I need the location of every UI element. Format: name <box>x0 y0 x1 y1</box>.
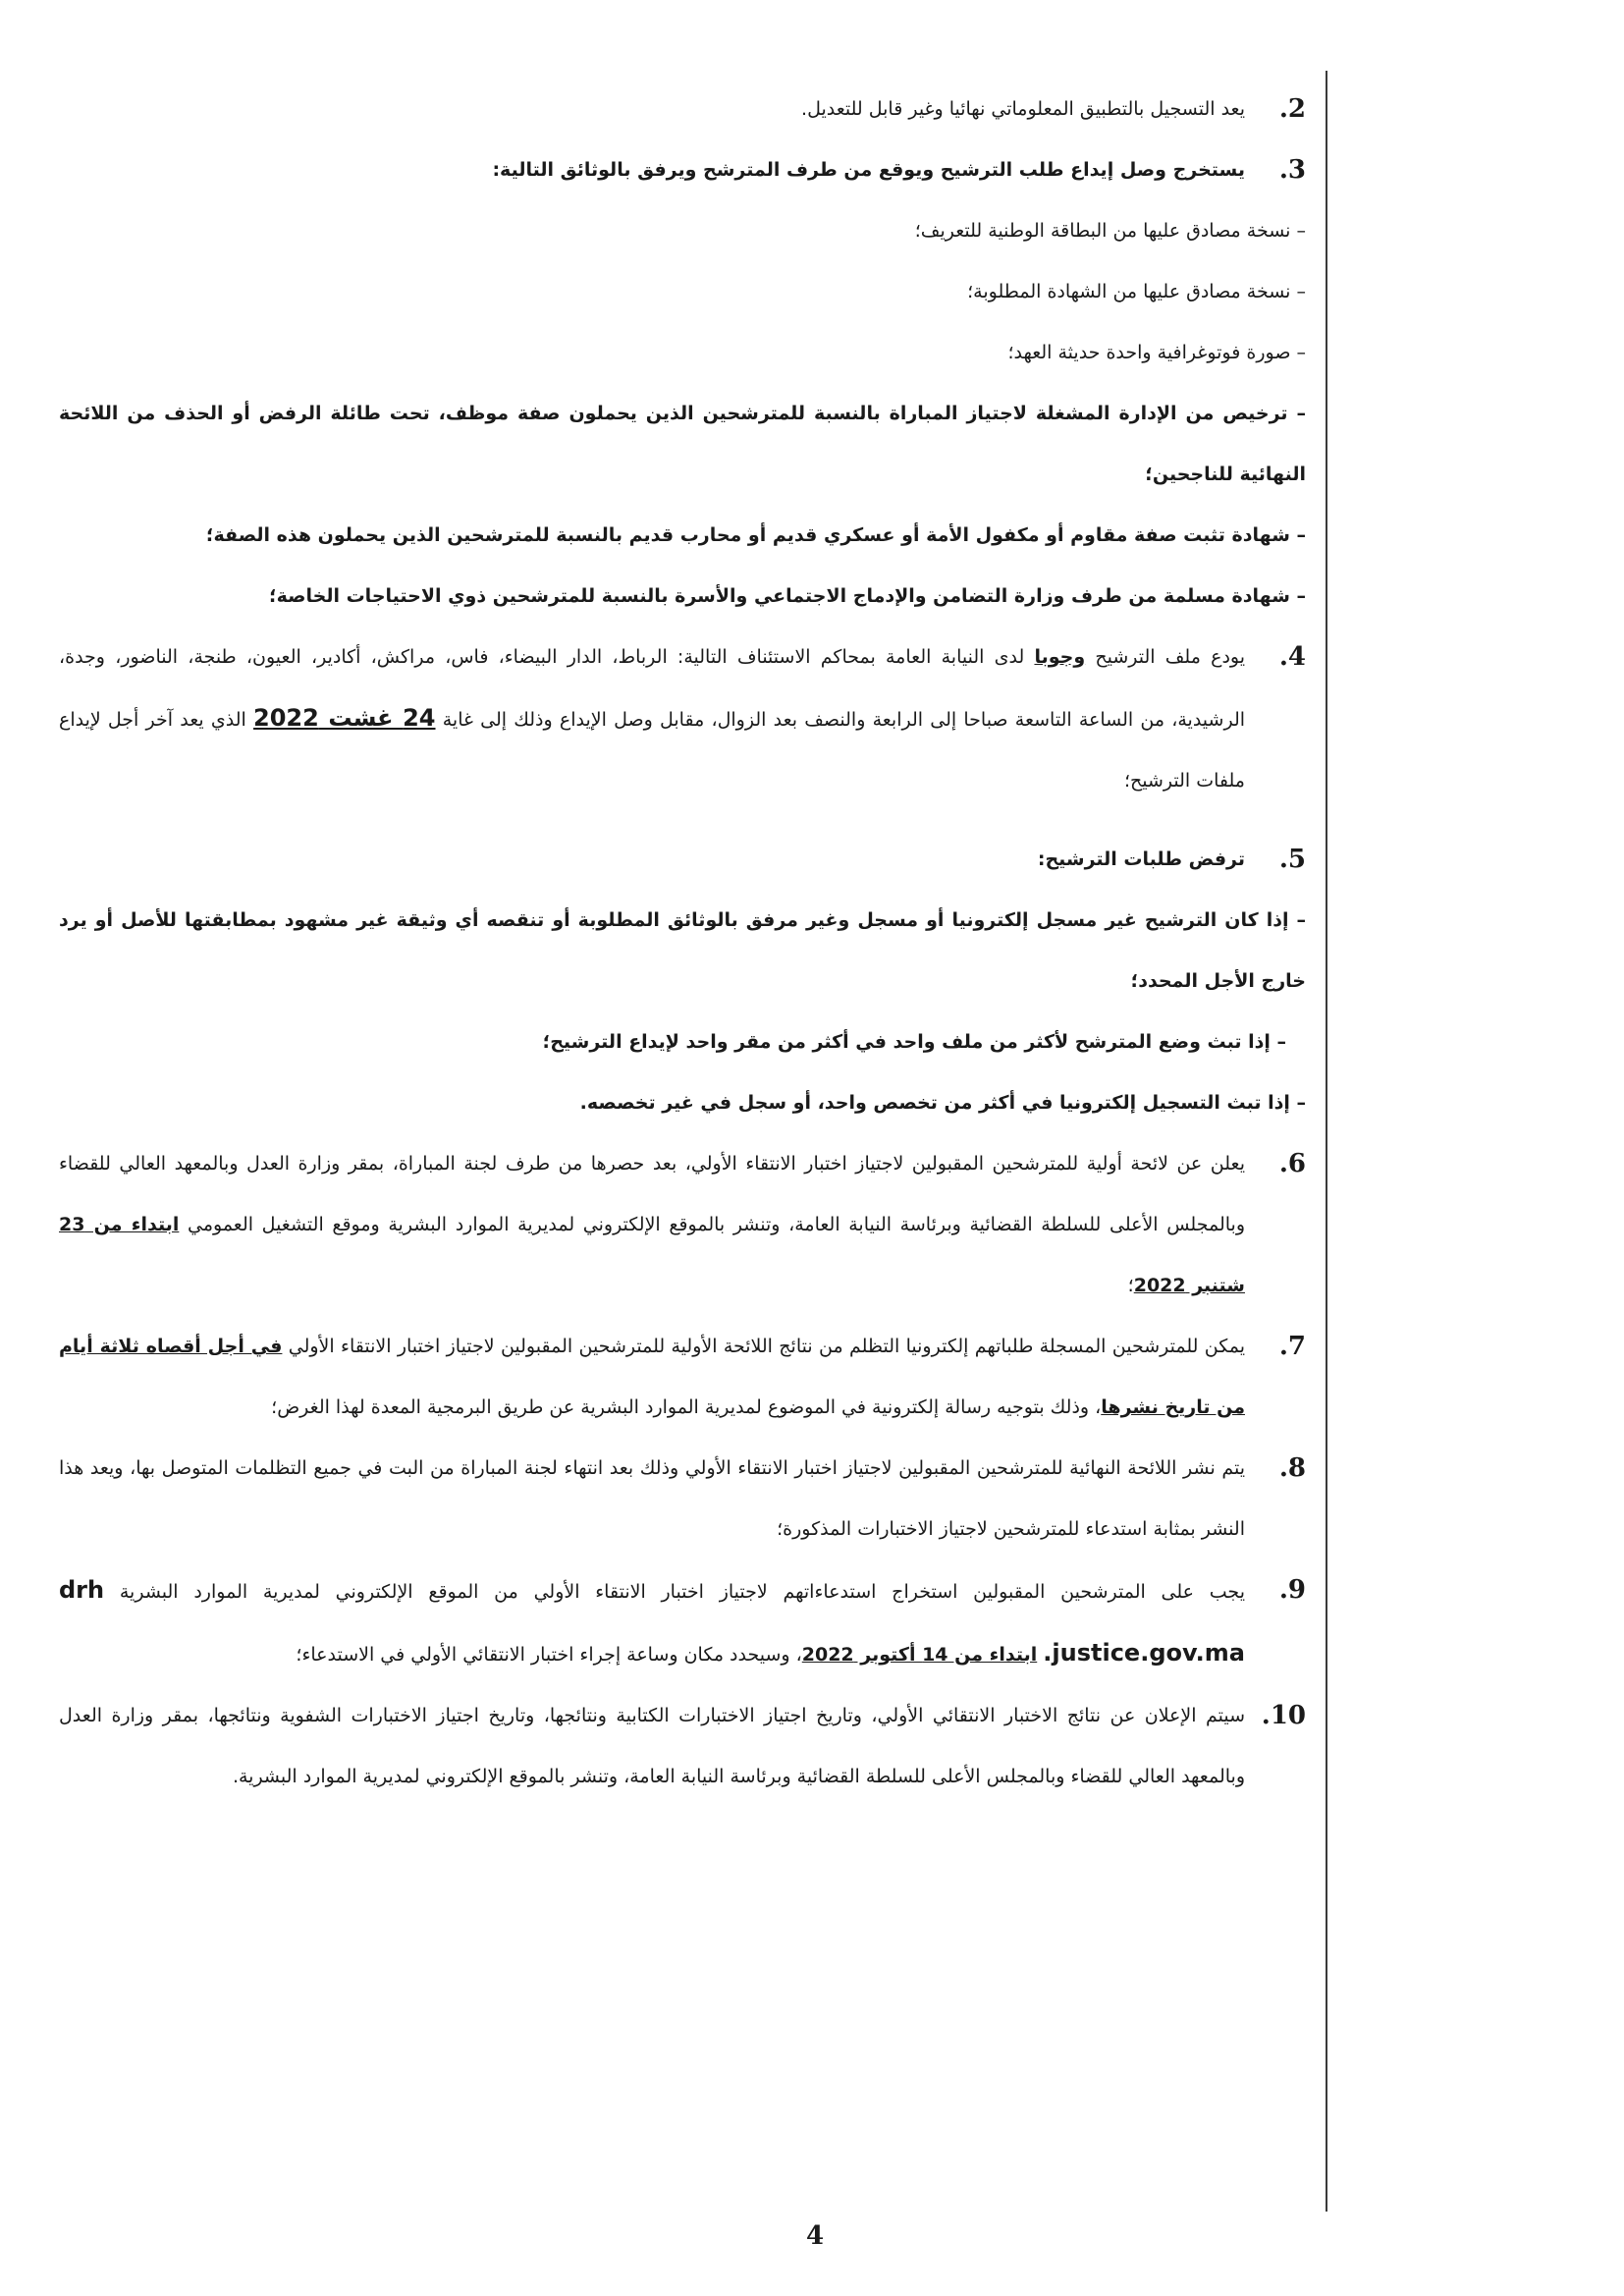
item-2 <box>59 79 1306 139</box>
item-3 <box>59 139 1306 200</box>
item-6 <box>59 1133 1306 1316</box>
document-list-item: – نسخة مصادق عليها من الشهادة المطلوبة؛ <box>967 281 1306 302</box>
document-list-item: – شهادة مسلمة من طرف وزارة التضامن والإدماج الاجتماعي والأسرة بالنسبة للمترشحين ذوي الاحتياجات الخاصة؛ <box>269 585 1306 607</box>
vertical-margin-line <box>1326 71 1327 2212</box>
item-text: يعلن عن لائحة أولية للمترشحين المقبولين لاجتياز اختبار الانتقاء الأولي، بعد حصرها من طرف لجنة المباراة، بمقر وزارة العدل وبالمعهد العالي للقضاء وبالمجلس الأعلى للسلطة القضائية وبرئاسة النيابة العامة، وتنشر بالموقع الإلكتروني لمديرية الموارد البشرية وموقع التشغيل العمومي <box>59 1153 1246 1235</box>
rejection-list-item: – إذا كان الترشيح غير مسجل إلكترونيا أو مسجل وغير مرفق بالوثائق المطلوبة أو تنقصه أي وثيقة غير مشهود بمطابقتها للأصل أو يرد خارج الأجل المحدد؛ <box>59 909 1306 992</box>
download-date: ابتداء من 14 أكتوبر 2022 <box>801 1644 1038 1666</box>
item-5 <box>59 829 1306 890</box>
item-7 <box>59 1316 1306 1438</box>
item-text: يستخرج وصل إيداع طلب الترشيح ويوقع من طرف المترشح ويرفق بالوثائق التالية: <box>492 159 1245 181</box>
page-number: 4 <box>805 2221 825 2251</box>
website-address: drh .justice.gov.ma <box>59 1576 1245 1667</box>
document-list-item: – شهادة تثبت صفة مقاوم أو مكفول الأمة أو عسكري قديم أو محارب قديم بالنسبة للمترشحين الذين يحملون هذه الصفة؛ <box>205 524 1306 546</box>
item-9 <box>59 1559 1306 1685</box>
item-text: الذي يعد آخر أجل لإيداع ملفات الترشيح؛ <box>59 709 1245 792</box>
item-number: .9 <box>1278 1575 1306 1605</box>
document-body <box>59 79 1306 1807</box>
item-text: ؛ <box>1127 1275 1134 1296</box>
document-list-item: – ترخيص من الإدارة المشغلة لاجتياز المباراة بالنسبة للمترشحين الذين يحملون صفة موظف، تحت طائلة الرفض أو الحذف من اللائحة النهائية للناجحين؛ <box>59 403 1306 485</box>
item-text: يودع ملف الترشيح <box>1085 646 1246 668</box>
deadline-date: 24 غشت 2022 <box>253 704 436 732</box>
item-text: سيتم الإعلان عن نتائج الاختبار الانتقائي الأولي، وتاريخ اجتياز الاختبارات الكتابية ونتائجها، وتاريخ اجتياز الاختبارات الشفوية ونتائجها، بمقر وزارة العدل وبالمعهد العالي للقضاء وبالمجلس الأعلى للسلطة القضائية وبرئاسة النيابة العامة، وتنشر بالموقع الإلكتروني لمديرية الموارد البشرية. <box>59 1705 1245 1787</box>
item-text: ترفض طلبات الترشيح: <box>1037 848 1245 870</box>
item-text: يمكن للمترشحين المسجلة طلباتهم إلكترونيا التظلم من نتائج اللائحة الأولية للمترشحين المقبولين لاجتياز اختبار الانتقاء الأولي <box>282 1336 1245 1357</box>
item-number: .10 <box>1261 1701 1306 1730</box>
document-list-item: – نسخة مصادق عليها من البطاقة الوطنية للتعريف؛ <box>914 220 1306 242</box>
item-number: .5 <box>1278 845 1306 874</box>
item-number: .7 <box>1278 1332 1306 1361</box>
rejection-list-item: – إذا تبث التسجيل إلكترونيا في أكثر من تخصص واحد، أو سجل في غير تخصصه. <box>579 1092 1306 1114</box>
item-number: .4 <box>1278 642 1306 672</box>
item-text: ، وذلك بتوجيه رسالة إلكترونية في الموضوع لمديرية الموارد البشرية عن طريق البرمجية المعدة لهذا الغرض؛ <box>271 1396 1102 1418</box>
publication-date: ابتداء من 23 شتنبر 2022 <box>59 1214 1245 1296</box>
rejection-list-item: – إذا تبث وضع المترشح لأكثر من ملف واحد في أكثر من مقر واحد لإيداع الترشيح؛ <box>542 1031 1286 1053</box>
emphasis-text: في أجل أقصاه ثلاثة أيام من تاريخ نشرها <box>59 1336 1245 1418</box>
item-number: .2 <box>1278 94 1306 124</box>
item-10 <box>59 1685 1306 1807</box>
item-text: يجب على المترشحين المقبولين استخراج استدعاءاتهم لاجتياز اختبار الانتقاء الأولي من الموقع الإلكتروني لمديرية الموارد البشرية <box>104 1581 1245 1603</box>
item-4 <box>59 627 1306 811</box>
emphasis-text: وجوبا <box>1034 646 1086 668</box>
item-number: .3 <box>1278 155 1306 185</box>
document-list-item: – صورة فوتوغرافية واحدة حديثة العهد؛ <box>1007 342 1306 363</box>
item-number: .8 <box>1278 1453 1306 1483</box>
item-text: لدى النيابة العامة بمحاكم الاستئناف التالية: الرباط، الدار البيضاء، فاس، مراكش، أكادير، العيون، طنجة، الناضور، وجدة، الرشيدية، من الساعة التاسعة صباحا إلى الرابعة والنصف بعد الزوال، مقابل وصل الإيداع وذلك إلى غاية <box>59 646 1246 731</box>
item-number: .6 <box>1278 1149 1306 1178</box>
item-text: يعد التسجيل بالتطبيق المعلوماتي نهائيا وغير قابل للتعديل. <box>801 98 1245 120</box>
item-text: يتم نشر اللائحة النهائية للمترشحين المقبولين لاجتياز اختبار الانتقاء الأولي وذلك بعد انتهاء لجنة المباراة من البت في جميع التظلمات المتوصل بها، ويعد هذا النشر بمثابة استدعاء للمترشحين لاجتياز الاختبارات المذكورة؛ <box>59 1457 1245 1540</box>
item-text: ، وسيحدد مكان وساعة إجراء اختبار الانتقائي الأولي في الاستدعاء؛ <box>296 1644 802 1666</box>
item-8 <box>59 1438 1306 1559</box>
